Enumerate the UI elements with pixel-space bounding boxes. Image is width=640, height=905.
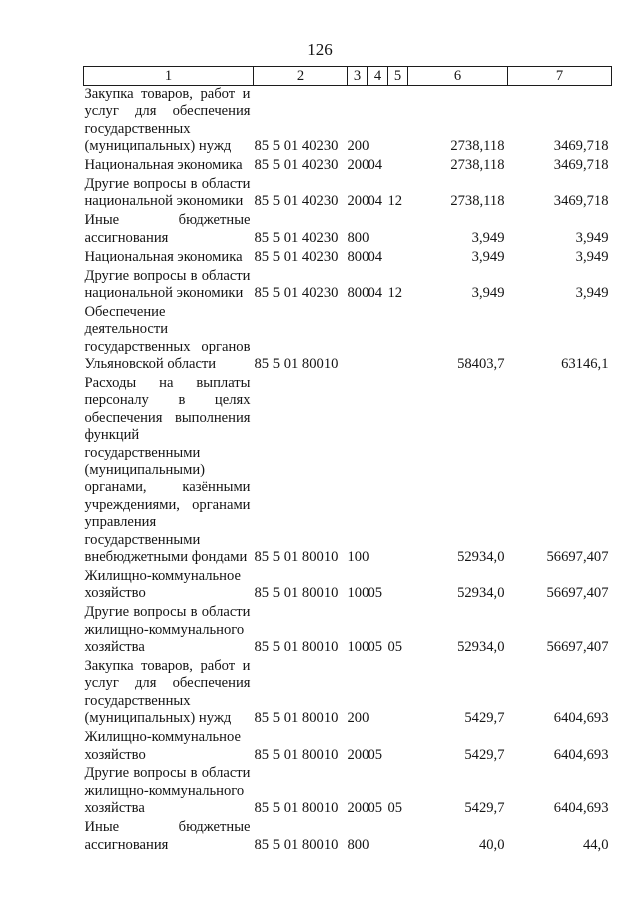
header-col-5: 5 xyxy=(388,67,408,86)
row-code: 85 5 01 80010 xyxy=(254,710,339,727)
row-col-4: 05 xyxy=(367,639,383,656)
row-value-6: 5429,7 xyxy=(464,746,505,763)
row-col-4: 04 xyxy=(367,193,383,210)
table-row xyxy=(84,729,612,765)
row-col-3: 100 xyxy=(347,639,370,656)
row-name: Расходы на выплаты персоналу в целях обеспечения выполнения функций государственными (муниципальными) органами, казёнными учреждениями, органами управления государственными внебюджетными фондами xyxy=(84,375,251,566)
row-value-7: 3469,718 xyxy=(553,138,609,155)
row-col-5: 05 xyxy=(387,639,403,656)
row-code: 85 5 01 40230 xyxy=(254,248,339,265)
row-name: Жилищно-коммунальное хозяйство xyxy=(84,729,241,763)
row-code: 85 5 01 40230 xyxy=(254,193,339,210)
row-col-5 xyxy=(388,658,408,729)
table-row xyxy=(84,157,612,176)
row-code: 85 5 01 80010 xyxy=(254,836,339,853)
row-col-3: 100 xyxy=(347,585,370,602)
row-col-5 xyxy=(388,249,408,268)
row-col-5 xyxy=(388,304,408,375)
row-value-7: 44,0 xyxy=(582,836,609,853)
row-col-3: 800 xyxy=(347,229,370,246)
row-value-7: 3,949 xyxy=(575,248,609,265)
row-code: 85 5 01 80010 xyxy=(254,356,339,373)
row-col-5 xyxy=(388,568,408,604)
header-col-7: 7 xyxy=(508,67,612,86)
table-row xyxy=(84,658,612,729)
row-col-5 xyxy=(388,212,408,248)
row-value-6: 3,949 xyxy=(471,284,505,301)
row-col-4 xyxy=(368,86,388,158)
row-col-3: 100 xyxy=(347,549,370,566)
row-code: 85 5 01 80010 xyxy=(254,639,339,656)
row-code: 85 5 01 40230 xyxy=(254,138,339,155)
row-col-3: 200 xyxy=(347,157,370,174)
row-name: Иные бюджетные ассигнования xyxy=(84,212,251,246)
row-value-7: 6404,693 xyxy=(553,710,609,727)
row-value-6: 52934,0 xyxy=(457,549,505,566)
row-name: Закупка товаров, работ и услуг для обеспечения государственных (муниципальных) нужд xyxy=(84,86,251,155)
row-col-5: 12 xyxy=(387,284,403,301)
row-value-7: 6404,693 xyxy=(553,746,609,763)
row-value-6: 2738,118 xyxy=(450,157,505,174)
row-code: 85 5 01 40230 xyxy=(254,229,339,246)
row-code: 85 5 01 80010 xyxy=(254,585,339,602)
row-col-5 xyxy=(388,729,408,765)
row-value-7: 3,949 xyxy=(575,284,609,301)
row-value-7: 3,949 xyxy=(575,229,609,246)
table-row xyxy=(84,604,612,658)
header-col-1: 1 xyxy=(84,67,254,86)
row-col-5 xyxy=(388,375,408,568)
row-value-6: 3,949 xyxy=(471,248,505,265)
row-col-3: 200 xyxy=(347,746,370,763)
row-col-3: 200 xyxy=(347,710,370,727)
page-number: 126 xyxy=(307,40,333,59)
table-row xyxy=(84,249,612,268)
table-row xyxy=(84,268,612,304)
row-name: Другие вопросы в области национальной экономики xyxy=(84,267,251,301)
row-col-5 xyxy=(388,86,408,158)
table-row xyxy=(84,375,612,568)
row-value-7: 56697,407 xyxy=(546,549,609,566)
row-value-6: 2738,118 xyxy=(450,138,505,155)
table-row xyxy=(84,304,612,375)
row-value-7: 3469,718 xyxy=(553,193,609,210)
row-name: Другие вопросы в области жилищно-коммунального хозяйства xyxy=(84,765,251,817)
row-value-6: 52934,0 xyxy=(457,639,505,656)
row-col-3: 200 xyxy=(347,800,370,817)
row-col-5 xyxy=(388,157,408,176)
budget-table xyxy=(83,66,612,855)
row-col-4: 04 xyxy=(367,157,383,174)
row-col-3: 200 xyxy=(347,138,370,155)
table-body xyxy=(84,86,612,856)
row-col-4 xyxy=(368,304,388,375)
row-value-7: 63146,1 xyxy=(561,356,609,373)
row-col-3: 800 xyxy=(347,836,370,853)
row-col-4 xyxy=(368,658,388,729)
row-col-4: 05 xyxy=(367,746,383,763)
row-value-6: 52934,0 xyxy=(457,585,505,602)
row-value-6: 2738,118 xyxy=(450,193,505,210)
row-col-4 xyxy=(368,375,388,568)
row-value-7: 56697,407 xyxy=(546,585,609,602)
row-code: 85 5 01 40230 xyxy=(254,157,339,174)
row-code: 85 5 01 40230 xyxy=(254,284,339,301)
row-value-6: 40,0 xyxy=(478,836,505,853)
table-row xyxy=(84,176,612,212)
table-header xyxy=(84,67,612,86)
row-code: 85 5 01 80010 xyxy=(254,800,339,817)
row-name: Закупка товаров, работ и услуг для обеспечения государственных (муниципальных) нужд xyxy=(84,658,251,727)
row-value-6: 3,949 xyxy=(471,229,505,246)
row-col-5: 05 xyxy=(387,800,403,817)
row-value-7: 3469,718 xyxy=(553,157,609,174)
row-value-7: 56697,407 xyxy=(546,639,609,656)
header-row xyxy=(84,67,612,86)
row-code: 85 5 01 80010 xyxy=(254,746,339,763)
table-row xyxy=(84,819,612,855)
row-col-4: 05 xyxy=(367,585,383,602)
row-col-3: 800 xyxy=(347,284,370,301)
row-name: Иные бюджетные ассигнования xyxy=(84,819,251,853)
table-row xyxy=(84,212,612,248)
row-col-3: 200 xyxy=(347,193,370,210)
row-col-4 xyxy=(368,212,388,248)
row-col-4: 04 xyxy=(367,248,383,265)
header-col-4: 4 xyxy=(368,67,388,86)
row-value-6: 5429,7 xyxy=(464,710,505,727)
row-col-5 xyxy=(388,819,408,855)
header-col-6: 6 xyxy=(408,67,508,86)
row-value-7: 6404,693 xyxy=(553,800,609,817)
row-col-3: 800 xyxy=(347,248,370,265)
row-col-3 xyxy=(348,304,368,375)
header-col-2: 2 xyxy=(254,67,348,86)
row-col-4 xyxy=(368,819,388,855)
row-name: Другие вопросы в области национальной экономики xyxy=(84,176,251,210)
row-name: Жилищно-коммунальное хозяйство xyxy=(84,567,241,602)
row-col-5: 12 xyxy=(387,193,403,210)
row-value-6: 5429,7 xyxy=(464,800,505,817)
table-row xyxy=(84,86,612,158)
row-col-4: 04 xyxy=(367,284,383,301)
row-name: Национальная экономика xyxy=(84,157,243,174)
row-code: 85 5 01 80010 xyxy=(254,549,339,566)
row-name: Обеспечение деятельности государственных органов Ульяновской области xyxy=(84,303,251,373)
table-row xyxy=(84,568,612,604)
row-col-4: 05 xyxy=(367,800,383,817)
row-name: Другие вопросы в области жилищно-коммунального хозяйства xyxy=(84,604,251,656)
header-col-3: 3 xyxy=(348,67,368,86)
row-value-6: 58403,7 xyxy=(457,356,505,373)
table-row xyxy=(84,765,612,819)
row-name: Национальная экономика xyxy=(84,248,243,265)
